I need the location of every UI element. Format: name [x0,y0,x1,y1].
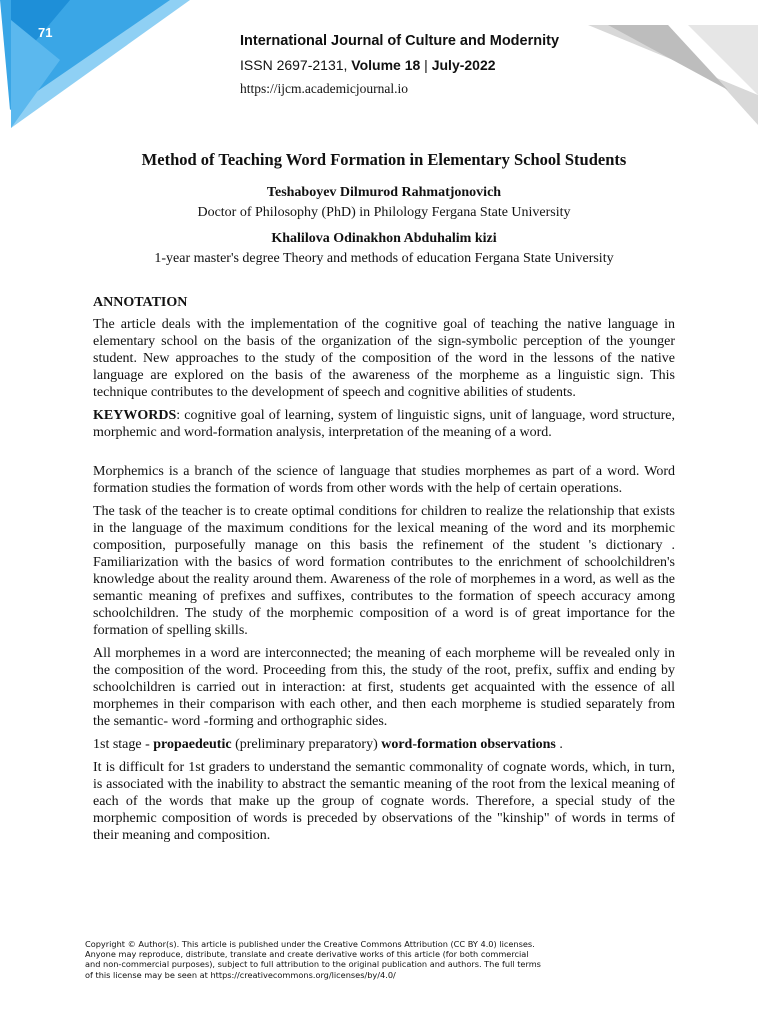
footer-line: of this license may be seen at https://creativecommons.org/licenses/by/4.0/ [85,969,396,980]
stage-middle: (preliminary preparatory) [231,737,382,752]
annotation-heading: ANNOTATION [93,295,188,310]
author-name: Khalilova Odinakhon Abduhalim kizi [271,231,497,246]
volume: Volume 18 [351,57,421,73]
journal-url[interactable]: https://ijcm.academicjournal.io [240,81,408,96]
page-number: 71 [38,25,53,40]
body-paragraph: The task of the teacher is to create optimal conditions for children to realize the relationship that exists in the language of the maximum conditions for the lexical meaning of the word and its morphemic composition, purposefully manage on this basis the refinement of the student 's dictionary . Familiarization with the basics of word formation contributes to the enrichment of schoolchildren's knowledge about the reality around them. Awareness of the role of morphemes in a word, as well as the semantic meaning of prefixes and suffixes, contributes to the formation of speech accuracy among schoolchildren. The study of the morphemic composition of a word is of great importance for the formation of spelling skills. [93,504,675,638]
footer-line: Anyone may reproduce, distribute, translate and create derivative works of this article (for both commercial [85,949,529,960]
issue-date: July-2022 [431,57,496,73]
body-paragraph: Morphemics is a branch of the science of language that studies morphemes as part of a word. Word formation studies the formation of words from other words with the help of certain operations. [93,464,675,496]
separator: | [420,57,432,73]
annotation-text: The article deals with the implementation of the cognitive goal of teaching the native language in elementary school on the basis of the organization of the sign-symbolic perception of the younger student. New approaches to the study of the composition of the word in the lessons of the native language are explored on the basis of the awareness of the morpheme as a linguistic sign. This technique contributes to the development of speech and cognitive abilities of students. [93,317,675,400]
author-name: Teshaboyev Dilmurod Rahmatjonovich [266,185,502,200]
journal-header [240,32,559,98]
author-affiliation: 1-year master's degree Theory and methods of education Fergana State University [154,251,614,266]
corner-decoration-right [588,0,768,130]
keywords-label: KEYWORDS [93,408,177,423]
journal-issn-line [240,56,559,74]
keywords-text: : cognitive goal of learning, system of linguistic signs, unit of language, word structure, morphemic and word-formation analysis, interpretation of the meaning of a word. [93,408,675,440]
article-content [93,294,675,850]
author-affiliation: Doctor of Philosophy (PhD) in Philology Fergana State University [197,205,571,220]
author-block [0,183,768,275]
stage-prefix: 1st stage - [93,737,154,752]
stage-term-observations: word-formation observations [381,737,556,752]
keywords-paragraph [93,407,675,441]
issn: ISSN 2697-2131, [240,57,352,73]
copyright-footer [85,939,645,980]
body-paragraph: It is difficult for 1st graders to understand the semantic commonality of cognate words, which, in turn, is associated with the inability to abstract the semantic meaning of the root from the lexical meaning of each of the words that make up the group of cognate words. Therefore, a special study of the morphemic composition of words is preceded by observations of the "kinship" of words in terms of their meaning and composition. [93,760,675,843]
stage-paragraph [93,736,675,753]
stage-end: . [555,737,563,752]
body-paragraph: All morphemes in a word are interconnected; the meaning of each morpheme will be revealed only in the composition of the word. Proceeding from this, the study of the root, prefix, suffix and ending by schoolchildren is carried out in interaction: at first, students get acquainted with the essence of all morphemes in their comparison with each other, and then each morpheme is studied separately from the semantic- word -forming and orthographic sides. [93,646,675,729]
footer-line: and non-commercial purposes), subject to full attribution to the original publication and authors. The full terms [85,959,541,970]
corner-decoration-left [0,0,200,130]
footer-line: Copyright © Author(s). This article is published under the Creative Commons Attribution (CC BY 4.0) licenses. [85,939,535,949]
stage-term: propaedeutic [153,737,232,752]
paper-title: Method of Teaching Word Formation in Elementary School Students [141,150,627,169]
journal-name: International Journal of Culture and Modernity [240,33,560,49]
